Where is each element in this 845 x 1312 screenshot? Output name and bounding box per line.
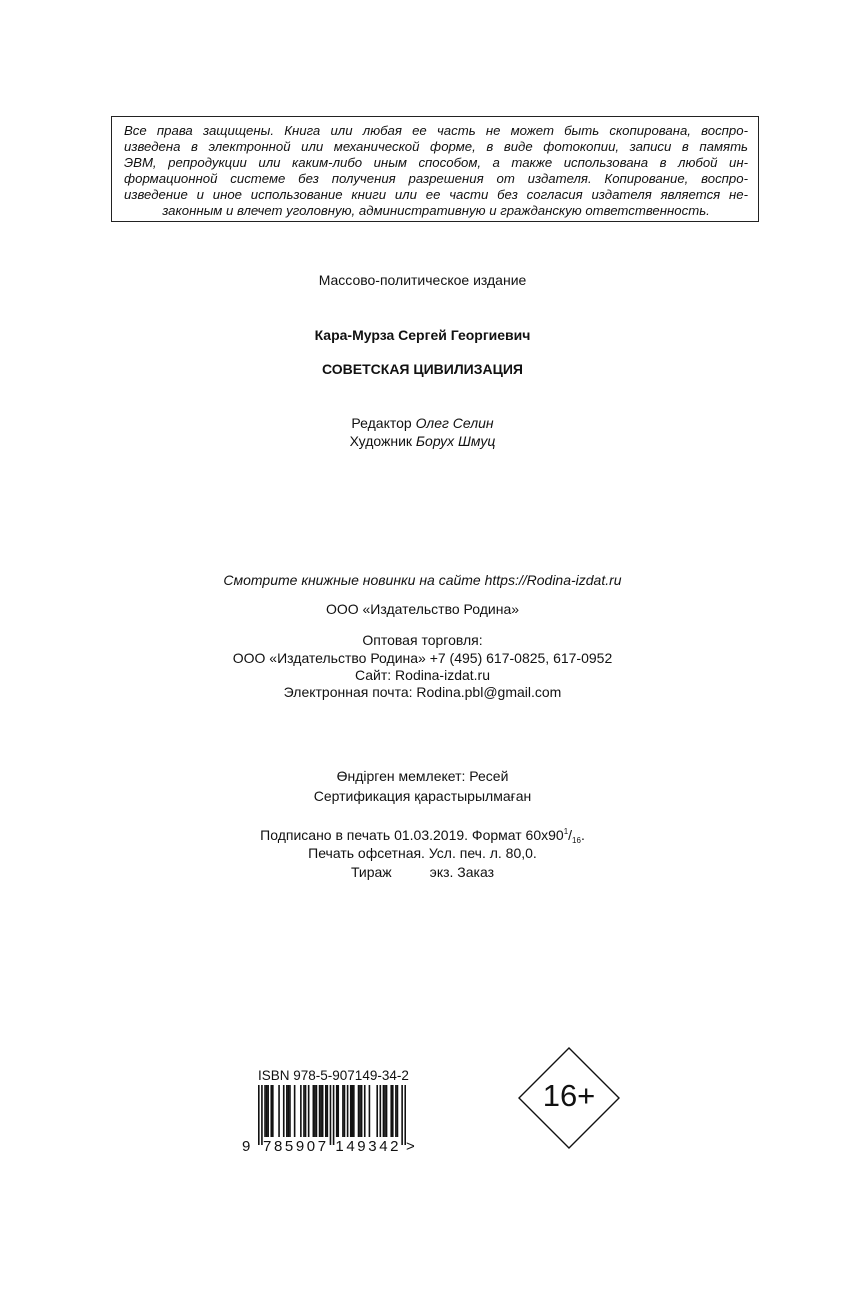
- barcode-bar: [333, 1085, 335, 1145]
- print-run: [0, 863, 845, 881]
- barcode-bar: [319, 1085, 321, 1137]
- barcode-bar: [303, 1085, 305, 1137]
- wholesale-heading: Оптовая торговля:: [362, 632, 483, 648]
- barcode-bar: [278, 1085, 280, 1137]
- barcode-bar: [364, 1085, 366, 1137]
- barcode-bar: [313, 1085, 315, 1137]
- barcode-bar: [272, 1085, 274, 1137]
- barcode-bar: [347, 1085, 349, 1137]
- barcode-bar: [336, 1085, 338, 1137]
- barcode-first-digit: 9: [242, 1138, 251, 1155]
- format-separator: /: [568, 827, 573, 843]
- editor-credit: [0, 414, 845, 432]
- barcode-bar: [369, 1085, 371, 1137]
- copyright-line: законным и влечет уголовную, административную и гражданскую ответственность.: [162, 203, 710, 218]
- copyright-line: Все права защищены. Книга или любая ее часть не может быть скопирована, воспро-: [124, 123, 748, 138]
- barcode-bar: [288, 1085, 290, 1137]
- artist-credit: [0, 432, 845, 450]
- barcode-bar: [390, 1085, 392, 1137]
- barcode-bar: [384, 1085, 386, 1137]
- barcode-bar: [261, 1085, 263, 1145]
- barcode-bar: [308, 1085, 310, 1137]
- barcode-bar: [267, 1085, 269, 1137]
- barcode-bar: [316, 1085, 318, 1137]
- barcode-bar: [392, 1085, 394, 1137]
- barcode-arrow: >: [406, 1138, 415, 1155]
- barcode-bar: [358, 1085, 360, 1137]
- barcode-bar: [395, 1085, 397, 1137]
- copyright-notice-box: [111, 116, 759, 222]
- barcode-bar: [258, 1085, 260, 1145]
- print-details: Печать офсетная. Усл. печ. л. 80,0.: [308, 845, 537, 861]
- barcode-bar: [300, 1085, 302, 1137]
- editor-name: Олег Селин: [415, 415, 494, 431]
- barcode-bar: [320, 1085, 322, 1137]
- barcode-bar: [397, 1085, 399, 1137]
- copyright-line: формационной системе без получения разрешения от издателя. Копирование, воспро-: [124, 171, 748, 186]
- barcode-bar: [266, 1085, 268, 1137]
- barcode-bar: [380, 1085, 382, 1137]
- format-superscript: 1: [563, 827, 569, 836]
- barcode-bar: [383, 1085, 385, 1137]
- barcode-bar: [330, 1085, 332, 1145]
- certification-note: Сертификация қарастырылмаған: [313, 788, 532, 804]
- barcode-bar: [361, 1085, 363, 1137]
- barcode-bar: [305, 1085, 307, 1137]
- barcode-bar: [401, 1085, 403, 1145]
- barcode-bar: [386, 1085, 388, 1137]
- tiraj-label: Тираж: [350, 864, 392, 880]
- editor-role: Редактор: [351, 415, 412, 431]
- barcode-bar: [404, 1085, 406, 1145]
- signed-text: Подписано в печать 01.03.2019. Формат 60х90: [260, 827, 564, 843]
- isbn-barcode: [258, 1085, 406, 1145]
- isbn-label: ISBN 978-5-907149-34-2: [258, 1068, 409, 1083]
- wholesale-phone: ООО «Издательство Родина» +7 (495) 617-0825, 617-0952: [232, 650, 613, 666]
- author-name: Кара-Мурза Сергей Георгиевич: [314, 327, 531, 343]
- barcode-bar: [342, 1085, 344, 1137]
- barcode-bar: [344, 1085, 346, 1137]
- format-end: .: [580, 827, 585, 843]
- copyright-line: изведена в электронной или механической форме, в виде фотокопии, записи в память: [124, 139, 748, 154]
- barcode-bar: [286, 1085, 288, 1137]
- age-rating: 16+: [542, 1078, 596, 1113]
- barcode-bar: [376, 1085, 378, 1137]
- wholesale-site: Сайт: Rodina-izdat.ru: [354, 667, 490, 683]
- barcode-bar: [314, 1085, 316, 1137]
- barcode-bar: [294, 1085, 296, 1137]
- barcode-bar: [350, 1085, 352, 1137]
- barcode-digits: 785907 149342: [263, 1138, 402, 1155]
- edition-type: Массово-политическое издание: [318, 272, 527, 288]
- barcode-bar: [353, 1085, 355, 1137]
- barcode-bar: [289, 1085, 291, 1137]
- barcode-bar: [283, 1085, 285, 1137]
- barcode-bar: [264, 1085, 266, 1137]
- format-subscript: 16: [572, 836, 581, 845]
- copyright-line: ЭВМ, репродукции или каким-либо иным способом, а также использована в любой ин-: [124, 155, 748, 170]
- artist-role: Художник: [349, 433, 413, 449]
- origin-country: Өндірген мемлекет: Ресей: [336, 768, 509, 784]
- barcode-bar: [270, 1085, 272, 1137]
- barcode-bar: [359, 1085, 361, 1137]
- barcode-bar: [351, 1085, 353, 1137]
- barcode-bar: [337, 1085, 339, 1137]
- barcode-bar: [327, 1085, 329, 1137]
- book-title: СОВЕТСКАЯ ЦИВИЛИЗАЦИЯ: [322, 361, 523, 377]
- publisher-name: ООО «Издательство Родина»: [325, 601, 520, 617]
- barcode-bar: [325, 1085, 327, 1137]
- website-note: Смотрите книжные новинки на сайте https://Rodina-izdat.ru: [223, 572, 622, 588]
- wholesale-email: Электронная почта: Rodina.pbl@gmail.com: [283, 684, 562, 700]
- tiraj-rest: экз. Заказ: [429, 864, 495, 880]
- copyright-line: изведение и иное использование книги или ее части без согласия издателя является не-: [124, 187, 748, 202]
- barcode-bar: [322, 1085, 324, 1137]
- artist-name: Борух Шмуц: [415, 433, 496, 449]
